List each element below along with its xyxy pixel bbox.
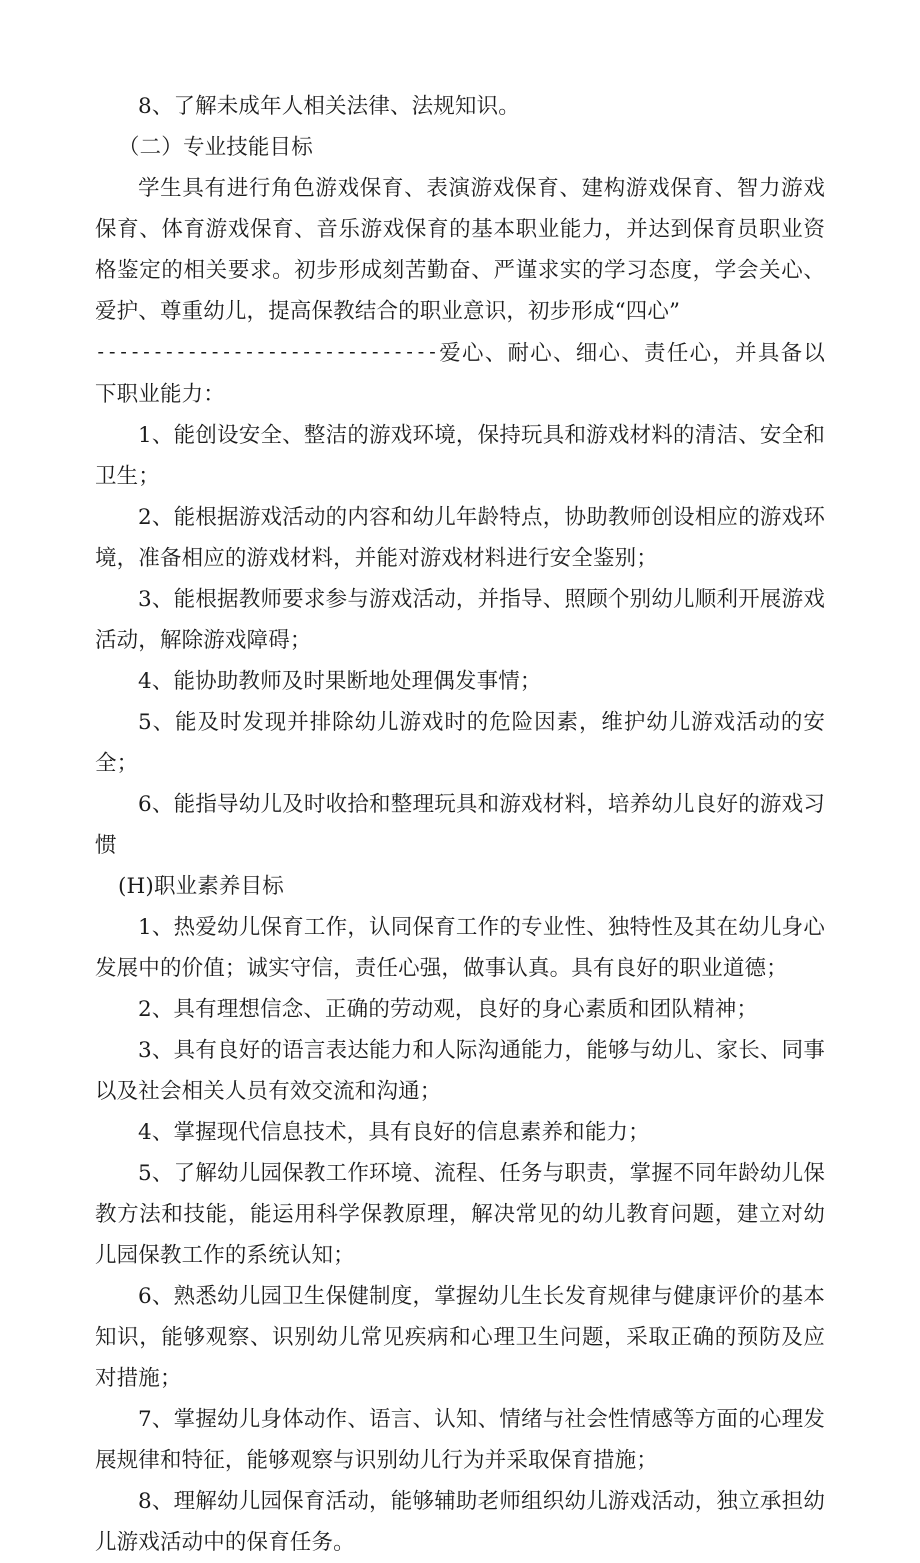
list-item: 5、了解幼儿园保教工作环境、流程、任务与职责，掌握不同年龄幼儿保教方法和技能，能运用科学保教原理，解决常见的幼儿教育问题，建立对幼儿园保教工作的系统认知；: [95, 1161, 825, 1268]
list-item: 3、具有良好的语言表达能力和人际沟通能力，能够与幼儿、家长、同事以及社会相关人员有效交流和沟通；: [95, 1038, 825, 1104]
list-item: 6、能指导幼儿及时收拾和整理玩具和游戏材料，培养幼儿良好的游戏习惯: [95, 792, 825, 858]
list-item: 2、能根据游戏活动的内容和幼儿年龄特点，协助教师创设相应的游戏环境，准备相应的游戏材料，并能对游戏材料进行安全鉴别；: [95, 505, 825, 571]
dash-rule: ------------------------------: [95, 341, 439, 363]
list-item: 1、热爱幼儿保育工作，认同保育工作的专业性、独特性及其在幼儿身心发展中的价值；诚实守信，责任心强，做事认真。具有良好的职业道德；: [95, 915, 825, 981]
list-item: 1、能创设安全、整洁的游戏环境，保持玩具和游戏材料的清洁、安全和卫生；: [95, 423, 825, 489]
paragraph: 学生具有进行角色游戏保育、表演游戏保育、建构游戏保育、智力游戏保育、体育游戏保育、音乐游戏保育的基本职业能力，并达到保育员职业资格鉴定的相关要求。初步形成刻苦勤奋、严谨求实的学习态度，学会关心、爱护、尊重幼儿，提高保教结合的职业意识，初步形成“四心”: [95, 176, 825, 324]
list-item: 3、能根据教师要求参与游戏活动，并指导、照顾个别幼儿顺利开展游戏活动，解除游戏障碍；: [95, 587, 825, 653]
section-heading: （二）专业技能目标: [118, 135, 313, 160]
list-item: 4、掌握现代信息技术，具有良好的信息素养和能力；: [138, 1120, 650, 1145]
list-item: 6、熟悉幼儿园卫生保健制度，掌握幼儿生长发育规律与健康评价的基本知识，能够观察、识别幼儿常见疾病和心理卫生问题，采取正确的预防及应对措施；: [95, 1284, 825, 1391]
list-item: 7、掌握幼儿身体动作、语言、认知、情绪与社会性情感等方面的心理发展规律和特征，能够观察与识别幼儿行为并采取保育措施；: [95, 1407, 825, 1473]
list-item: 4、能协助教师及时果断地处理偶发事情；: [138, 669, 542, 694]
paragraph: [95, 332, 825, 415]
list-item: 5、能及时发现并排除幼儿游戏时的危险因素，维护幼儿游戏活动的安全；: [95, 710, 825, 776]
list-item: 2、具有理想信念、正确的劳动观，良好的身心素质和团队精神；: [138, 997, 759, 1022]
section-heading: (H)职业素养目标: [118, 874, 284, 899]
list-item: 8、理解幼儿园保育活动，能够辅助老师组织幼儿游戏活动，独立承担幼儿游戏活动中的保育任务。: [95, 1489, 825, 1555]
list-item: 8、了解未成年人相关法律、法规知识。: [138, 94, 520, 119]
paragraph-text: 爱心、耐心、细心、责任心，并具备以下职业能力：: [95, 341, 825, 407]
document-text-column: [95, 86, 825, 1563]
